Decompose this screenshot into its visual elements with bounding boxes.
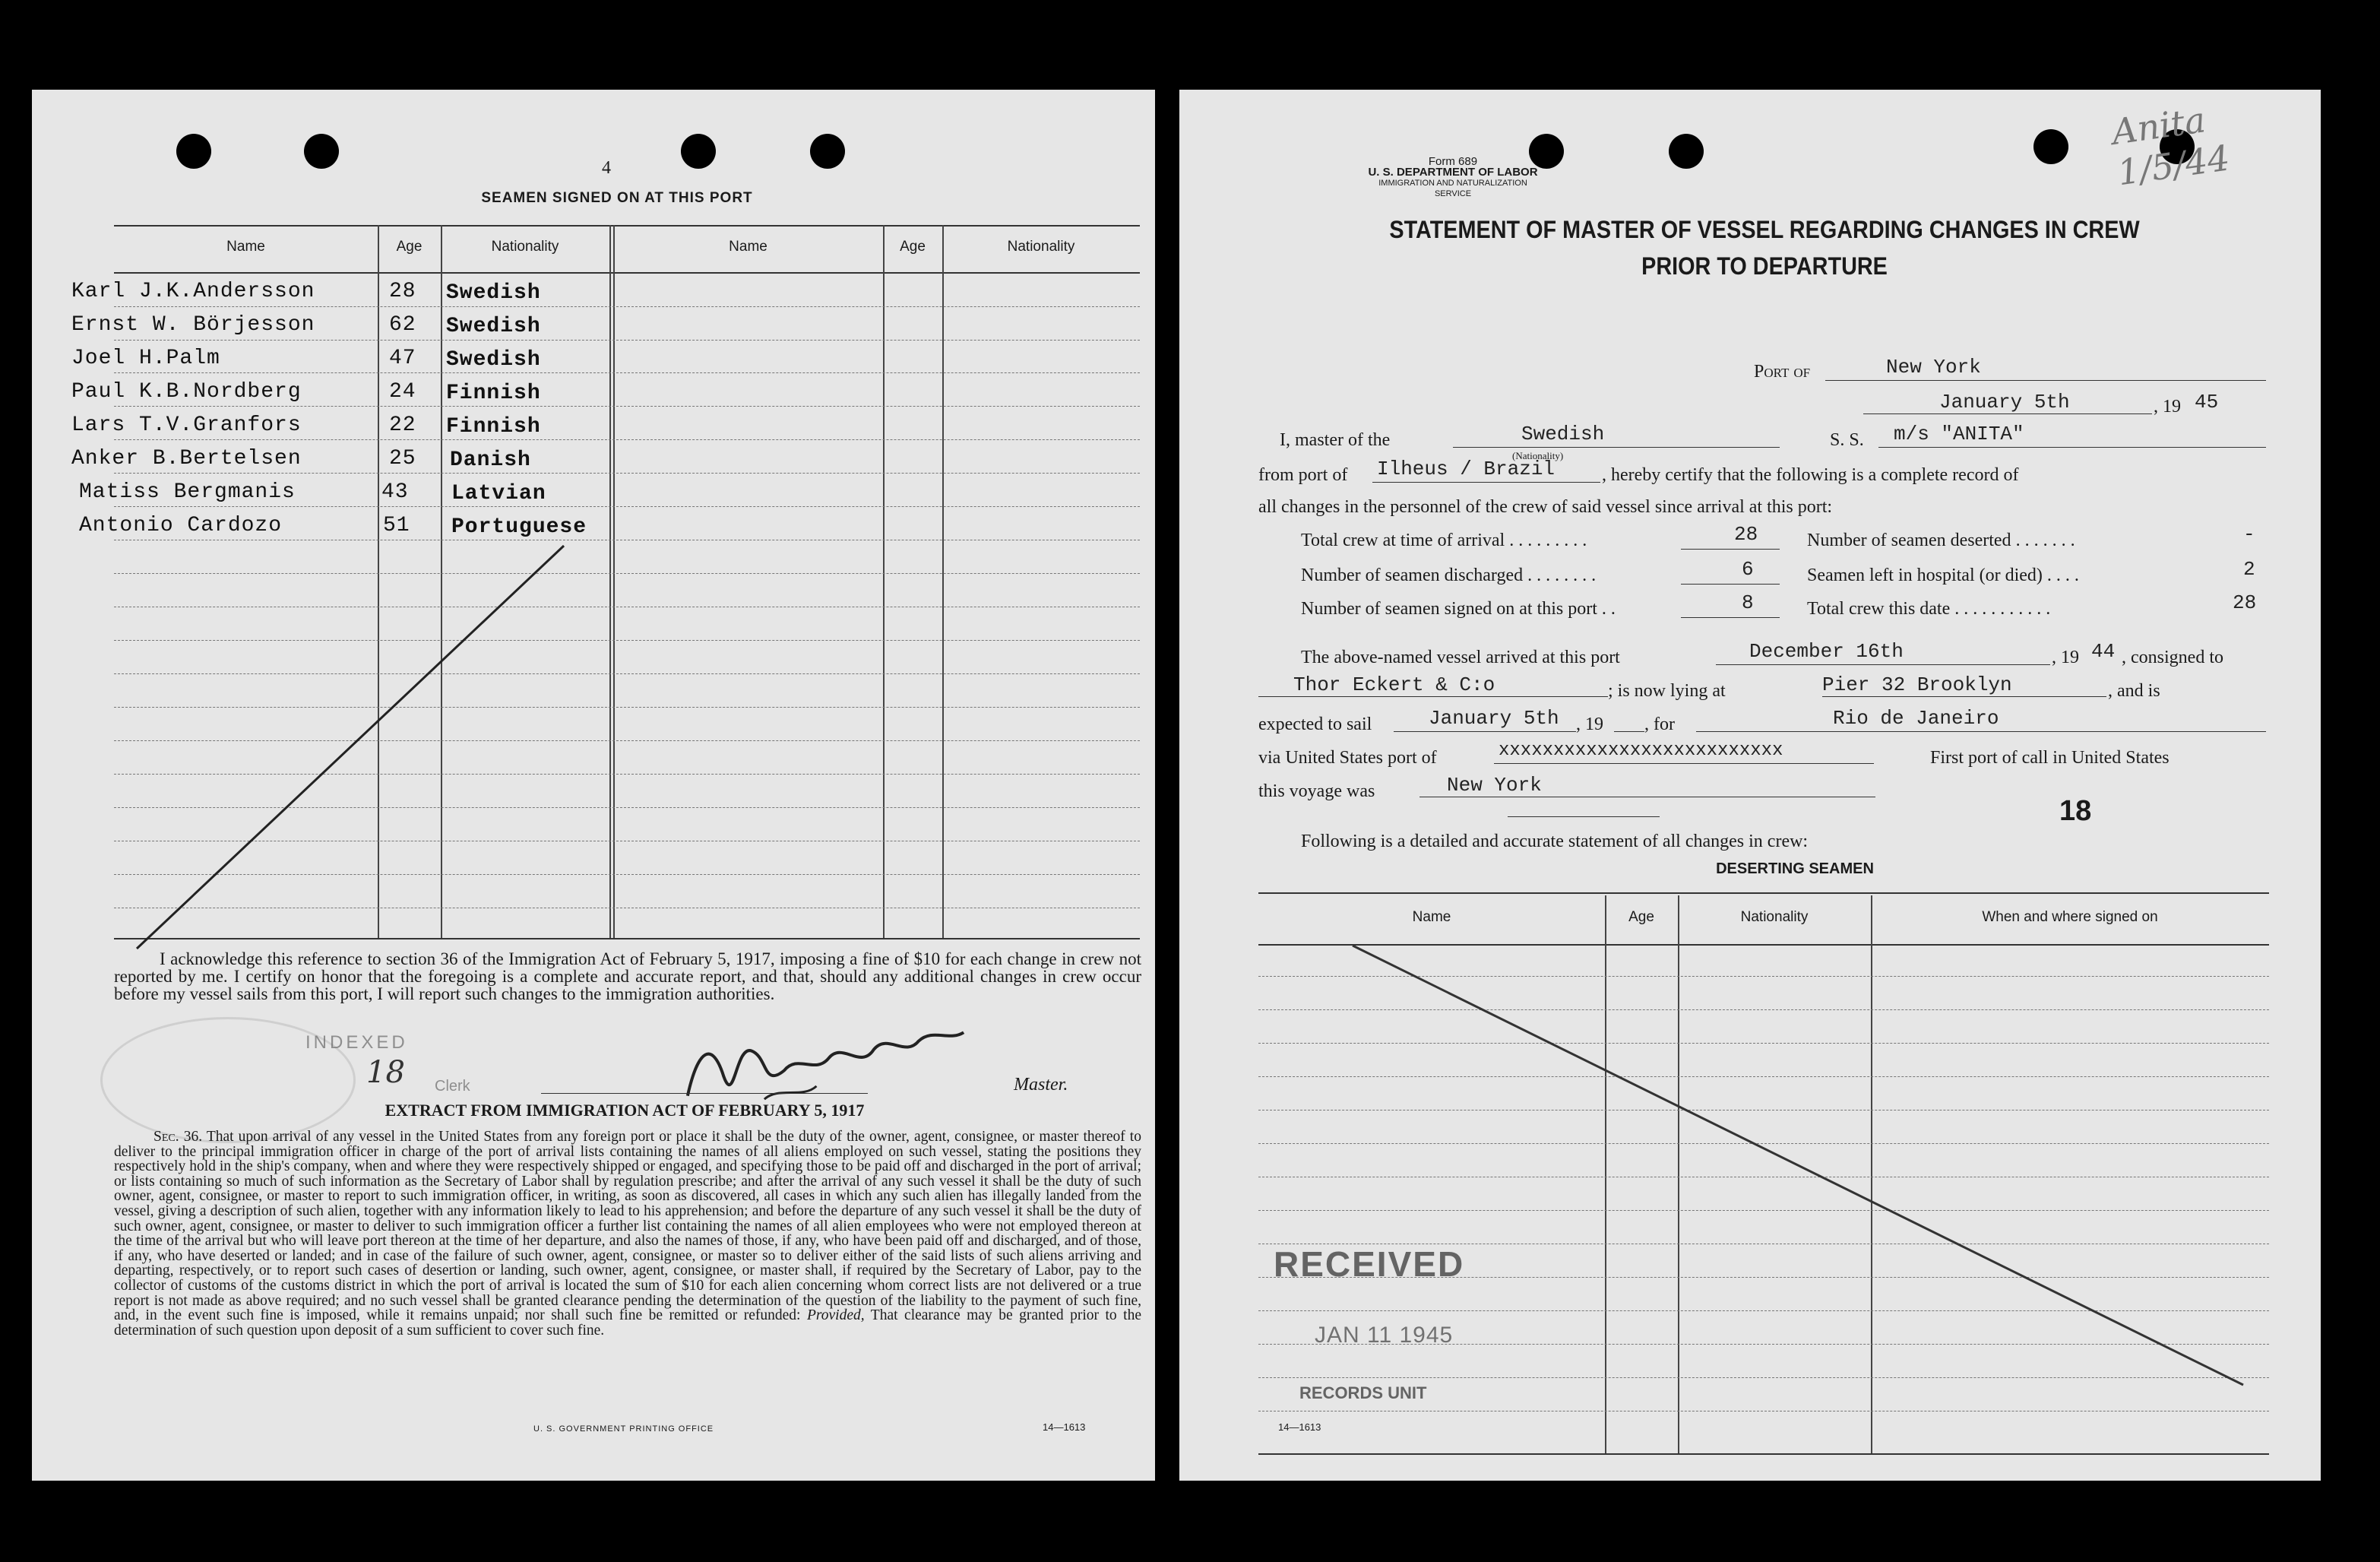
first-port-label: First port of call in United States	[1930, 748, 2170, 768]
seaman-age: 43	[381, 480, 409, 504]
seaman-age: 22	[389, 413, 416, 437]
total-crew-date-label: Total crew this date . . . . . . . . . . .	[1807, 599, 2051, 619]
deserting-title: DESERTING SEAMEN	[1716, 860, 1874, 877]
for-label: , for	[1644, 714, 1675, 734]
port-label: Port of	[1754, 362, 1811, 382]
seaman-age: 62	[389, 313, 416, 337]
column-header: Nationality	[1007, 239, 1075, 255]
master-label: Master.	[1014, 1075, 1068, 1095]
column-header: Age	[900, 239, 926, 255]
seaman-age: 25	[389, 447, 416, 471]
seaman-age: 28	[389, 280, 416, 303]
lying-value: Pier 32 Brooklyn	[1822, 673, 2012, 696]
consigned-label: , consigned to	[2122, 648, 2223, 667]
seaman-nationality: Swedish	[446, 315, 541, 338]
sail-label: expected to sail	[1258, 714, 1372, 734]
seaman-name: Lars T.V.Granfors	[71, 413, 302, 437]
lying-label: ; is now lying at	[1608, 681, 1726, 701]
total-crew-arrival-value: 28	[1734, 523, 1758, 546]
sail-year-prefix-value: 19	[1585, 714, 1603, 734]
discharged-label-text: Number of seamen discharged	[1301, 566, 1524, 585]
section-36-body: That upon arrival of any vessel in the United States from any foreign port or place it shall be the duty of the owner, agent, consignee, or master thereof to deliver to the principal immigration officer in charge of the port of arrival lists containing the names of all aliens employed on such vessel, stating the positions they respectively hold in the ship's company, when and where they were respectively shipped or engaged, and specifying those to be paid off and discharged in the port of arrival; or lists containing so much of such information as the Secretary of Labor shall by regulation prescribe; and after the arrival of any such vessel it shall be the duty of such owner, agent, consignee, or master to report to such immigration officer, in writing, as soon as discovered, all cases in which any such alien has illegally landed from the vessel, giving a description of such alien, together with any information likely to lead to his apprehension; and before the departure of any such vessel it shall be the duty of such owner, agent, consignee, or master to deliver to such immigration officer a further list containing the names of all alien employees who were not employed thereon at the time of the arrival but who will leave port thereon at the time of her departure, and also the names of those, if any, who have been paid off and discharged, and of those, if any, who have deserted or landed; and in case of the failure of such owner, agent, consignee, or master so to deliver either of the said lists of such aliens arriving and departing, respectively, or to report such cases of desertion or landing, such owner, agent, consignee, or master shall, if required by the Secretary of Labor, pay to the collector of customs of the customs district in which the port of arrival is located the sum of $10 for each alien concerning whom correct lists are not delivered or a true report is not made as above required; and no such vessel shall be granted clearance pending the determination of the question of the liability to the payment of such fine, and, in the event such fine is imposed, while it remains unpaid; nor shall such fine be remitted or refunded:	[114, 1129, 1141, 1324]
total-crew-arrival-label-text: Total crew at time of arrival	[1301, 531, 1505, 550]
date-value: January 5th	[1939, 391, 2070, 413]
seaman-name: Ernst W. Börjesson	[71, 313, 315, 337]
ss-label: S. S.	[1830, 430, 1864, 450]
section-36-end: That clearance may be granted prior to the determination of such question upon deposit of a sum sufficient to cover such fine.	[114, 1307, 1142, 1339]
consignee-value: Thor Eckert & C:o	[1293, 673, 1495, 696]
signature-line	[541, 1093, 868, 1094]
hospital-value: 2	[2243, 558, 2255, 581]
seaman-age: 51	[383, 514, 410, 537]
nationality-value: Swedish	[1521, 423, 1605, 445]
total-crew-date-value: 28	[2233, 591, 2257, 614]
arrived-label: The above-named vessel arrived at this port	[1301, 648, 1620, 667]
port-value: New York	[1886, 356, 1981, 379]
from-port-label: from port of	[1258, 465, 1348, 485]
following-text: Following is a detailed and accurate statement of all changes in crew:	[1301, 832, 1809, 851]
printing-office: U. S. GOVERNMENT PRINTING OFFICE	[533, 1424, 714, 1434]
section-36-text	[114, 1130, 1141, 1338]
seaman-nationality: Finnish	[446, 382, 541, 405]
acknowledgement-text: I acknowledge this reference to section 36 of the Immigration Act of February 5, 1917, imposing a fine of $10 for each change in crew not reported by me. I certify on honor that the foregoing is a complete and accurate report, and that, should any additional changes in crew occur before my vessel sails from this port, I will report such changes to the immigration authorities.	[114, 949, 1141, 1003]
page-count: 18	[2059, 795, 2092, 827]
certify-text: , hereby certify that the following is a complete record of	[1602, 465, 2019, 485]
destination-value: Rio de Janeiro	[1833, 707, 1999, 730]
total-crew-arrival-label: Total crew at time of arrival . . . . . . . . .	[1301, 531, 1587, 550]
arrived-year-prefix-value: 19	[2061, 648, 2079, 667]
handwritten-note: Anita 1/5/44	[2109, 99, 2233, 194]
form-number: Form 689	[1428, 155, 1478, 168]
column-header: Name	[1412, 909, 1451, 925]
form-title-line1: STATEMENT OF MASTER OF VESSEL REGARDING CHANGES IN CREW	[1389, 216, 2140, 243]
from-port-value: Ilheus / Brazil	[1377, 458, 1556, 480]
seaman-name: Paul K.B.Nordberg	[71, 380, 302, 404]
via-value: xxxxxxxxxxxxxxxxxxxxxxxxxx	[1499, 740, 1783, 761]
seaman-nationality: Portuguese	[451, 515, 587, 539]
all-changes-text: all changes in the personnel of the crew of said vessel since arrival at this port:	[1258, 497, 1833, 517]
column-header: Nationality	[491, 239, 559, 255]
discharged-value: 6	[1742, 558, 1754, 581]
date-year-prefix-value: 19	[2163, 397, 2181, 417]
date-year-prefix: , 19	[2154, 397, 2181, 417]
form-code: 14—1613	[1278, 1421, 1321, 1433]
column-header: When and where signed on	[1982, 909, 2158, 925]
right-page	[1179, 90, 2321, 1481]
seaman-age: 47	[389, 347, 416, 370]
seaman-name: Matiss Bergmanis	[79, 480, 296, 504]
voyage-label: this voyage was	[1258, 781, 1375, 801]
hospital-label-text: Seamen left in hospital (or died)	[1807, 566, 2043, 585]
department-name: U. S. DEPARTMENT OF LABOR	[1368, 166, 1538, 179]
seaman-nationality: Latvian	[451, 482, 546, 505]
discharged-label: Number of seamen discharged . . . . . . . .	[1301, 566, 1597, 585]
column-header: Name	[729, 239, 767, 255]
section-36-label: Sec. 36.	[153, 1129, 203, 1145]
service-name: IMMIGRATION AND NATURALIZATION SERVICE	[1378, 179, 1527, 198]
ship-name: m/s "ANITA"	[1894, 423, 2024, 445]
deserted-label: Number of seamen deserted . . . . . . .	[1807, 531, 2075, 550]
deserted-value: -	[2243, 523, 2255, 546]
seaman-nationality: Swedish	[446, 348, 541, 372]
seaman-nationality: Finnish	[446, 415, 541, 439]
indexed-number: 18	[366, 1055, 405, 1090]
arrived-year-prefix: , 19	[2052, 648, 2079, 667]
nationality-caption: (Nationality)	[1512, 450, 1564, 461]
extract-title: EXTRACT FROM IMMIGRATION ACT OF FEBRUARY 5, 1917	[385, 1101, 865, 1120]
seaman-age: 24	[389, 380, 416, 404]
form-title-line2: PRIOR TO DEPARTURE	[1641, 252, 1888, 280]
date-year: 45	[2195, 391, 2219, 413]
column-header: Age	[396, 239, 423, 255]
signed-on-value: 8	[1742, 591, 1754, 614]
left-page	[32, 90, 1155, 1481]
arrived-date: December 16th	[1749, 640, 1904, 663]
sail-date: January 5th	[1429, 707, 1559, 730]
column-header: Nationality	[1740, 909, 1809, 925]
and-is-label: , and is	[2108, 681, 2160, 701]
seaman-nationality: Swedish	[446, 281, 541, 305]
received-date: JAN 11 1945	[1315, 1323, 1454, 1348]
deserted-label-text: Number of seamen deserted	[1807, 531, 2011, 550]
total-crew-date-label-text: Total crew this date	[1807, 599, 1951, 619]
seaman-name: Karl J.K.Andersson	[71, 280, 315, 303]
clerk-label: Clerk	[435, 1078, 470, 1095]
via-label: via United States port of	[1258, 748, 1437, 768]
records-unit-stamp: RECORDS UNIT	[1299, 1383, 1427, 1402]
signed-on-label-text: Number of seamen signed on at this port	[1301, 599, 1597, 619]
column-header: Name	[226, 239, 265, 255]
indexed-stamp: INDEXED	[305, 1032, 408, 1053]
column-header: Age	[1628, 909, 1654, 925]
form-code: 14—1613	[1043, 1421, 1086, 1433]
section-36-provided: Provided,	[807, 1307, 865, 1324]
arrived-year: 44	[2091, 640, 2116, 663]
seaman-name: Anker B.Bertelsen	[71, 447, 302, 471]
seaman-name: Joel H.Palm	[71, 347, 220, 370]
received-stamp: RECEIVED	[1274, 1244, 1465, 1284]
section-title: SEAMEN SIGNED ON AT THIS PORT	[481, 190, 753, 206]
sail-year-prefix: , 19	[1576, 714, 1603, 734]
seaman-nationality: Danish	[450, 448, 531, 472]
seaman-name: Antonio Cardozo	[79, 514, 283, 537]
signed-on-label: Number of seamen signed on at this port . .	[1301, 599, 1616, 619]
hospital-label: Seamen left in hospital (or died) . . . .	[1807, 566, 2079, 585]
page-number: 4	[602, 158, 611, 178]
master-of-label: I, master of the	[1280, 430, 1391, 450]
voyage-value: New York	[1447, 774, 1542, 797]
